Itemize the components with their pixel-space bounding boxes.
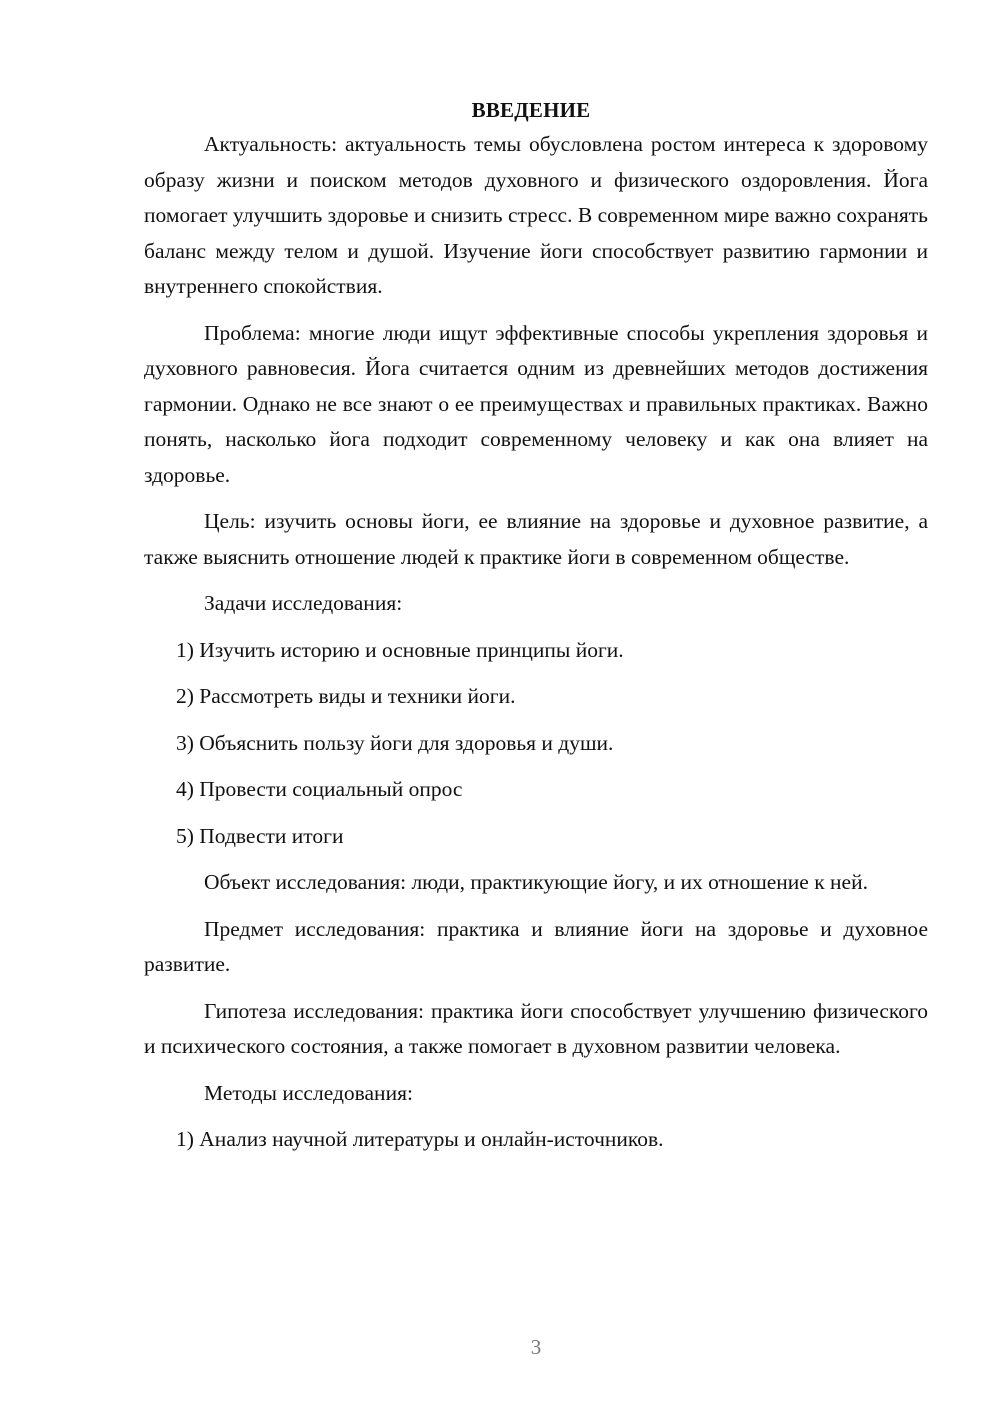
paragraph-object: Объект исследования: люди, практикующие йогу, и их отношение к ней. [204, 870, 868, 894]
spacer [144, 1111, 928, 1122]
document-body [144, 93, 928, 1158]
page-number: 3 [530, 1335, 542, 1359]
spacer [144, 493, 928, 504]
task-item-3: 3) Объяснить пользу йоги для здоровья и души. [176, 730, 614, 755]
task-item-1: 1) Изучить историю и основные принципы йоги. [176, 637, 624, 662]
spacer [144, 901, 928, 912]
spacer [144, 622, 928, 633]
spacer [144, 305, 928, 316]
method-item-1: 1) Анализ научной литературы и онлайн-источников. [176, 1127, 664, 1151]
spacer [144, 668, 928, 679]
page-title: ВВЕДЕНИЕ [471, 98, 591, 122]
spacer [144, 761, 928, 772]
tasks-label: Задачи исследования: [204, 591, 403, 615]
paragraph-relevance: Актуальность: актуальность темы обусловлена ростом интереса к здоровому образу жизни и поиском методов духовного и физического оздоровления. Йога помогает улучшить здоровье и снизить стресс. В современном мире важно сохранять баланс между телом и душой. Изучение йоги способствует развитию гармонии и внутреннего спокойствия. [144, 132, 928, 298]
paragraph-subject: Предмет исследования: практика и влияние йоги на здоровье и духовное развитие. [144, 916, 928, 976]
spacer [144, 715, 928, 726]
spacer [144, 1065, 928, 1076]
spacer [144, 808, 928, 819]
paragraph-problem: Проблема: многие люди ищут эффективные способы укрепления здоровья и духовного равновесия. Йога считается одним из древнейших методов достижения гармонии. Однако не все знают о ее преимуществах и правильных практиках. Важно понять, насколько йога подходит современному человеку и как она влияет на здоровье. [144, 320, 928, 487]
spacer [144, 854, 928, 865]
spacer [144, 575, 928, 586]
paragraph-goal: Цель: изучить основы йоги, ее влияние на здоровье и духовное развитие, а также выяснить отношение людей к практике йоги в современном обществе. [144, 509, 928, 569]
task-item-2: 2) Рассмотреть виды и техники йоги. [176, 684, 516, 708]
task-item-5: 5) Подвести итоги [176, 823, 344, 848]
methods-label: Методы исследования: [204, 1080, 413, 1105]
task-item-4: 4) Провести социальный опрос [176, 777, 463, 801]
spacer [144, 983, 928, 994]
paragraph-hypothesis: Гипотеза исследования: практика йоги способствует улучшению физического и психического состояния, а также помогает в духовном развитии человека. [144, 998, 928, 1058]
